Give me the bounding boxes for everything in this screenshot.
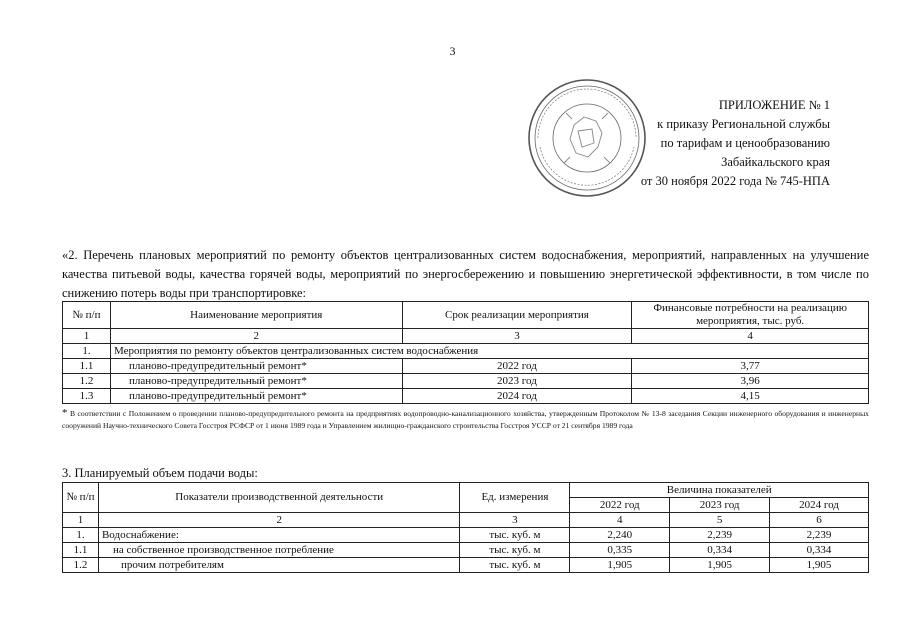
water-supply-table <box>62 482 869 573</box>
section2-title: «2. Перечень плановых мероприятий по ремонту объектов централизованных систем водоснабжения, мероприятий, направленных на улучшение качества питьевой воды, качества горячей воды, мероприятий по энергосбережению и повышению энергетической эффективности, в том числе по снижению потерь воды при транспортировке: <box>62 248 869 300</box>
table-row-group <box>63 344 869 359</box>
row-amount: 3,96 <box>632 374 869 389</box>
appendix-title: ПРИЛОЖЕНИЕ № 1 <box>718 98 830 112</box>
row-value-2022: 0,335 <box>570 543 670 558</box>
header-name: Наименование мероприятия <box>110 302 402 329</box>
row-num: 1.1 <box>63 359 111 374</box>
appendix-order-line: к приказу Региональной службы <box>657 117 830 131</box>
header-amount: Финансовые потребности на реализацию мероприятия, тыс. руб. <box>632 302 869 329</box>
repair-measures-table <box>62 301 869 404</box>
row-amount: 4,15 <box>632 389 869 404</box>
row-num: 1.1 <box>63 543 99 558</box>
column-number-row <box>63 513 869 528</box>
table-row <box>63 359 869 374</box>
row-name: на собственное производственное потребление <box>98 543 460 558</box>
row-name: планово-предупредительный ремонт* <box>110 374 402 389</box>
row-value-2024: 0,334 <box>770 543 869 558</box>
col-number: 5 <box>670 513 770 528</box>
header-year-2022: 2022 год <box>570 498 670 513</box>
row-value-2023: 2,239 <box>670 528 770 543</box>
row-term: 2023 год <box>402 374 632 389</box>
table-row <box>63 543 869 558</box>
header-year-2023: 2023 год <box>670 498 770 513</box>
table-header-row <box>63 302 869 329</box>
col-number: 6 <box>770 513 869 528</box>
header-unit: Ед. измерения <box>460 483 570 513</box>
appendix-date-line: от 30 ноября 2022 года № 745-НПА <box>640 174 830 188</box>
row-value-2022: 2,240 <box>570 528 670 543</box>
row-value-2023: 1,905 <box>670 558 770 573</box>
appendix-region-line: Забайкальского края <box>721 155 830 169</box>
row-value-2022: 1,905 <box>570 558 670 573</box>
row-num: 1.3 <box>63 389 111 404</box>
header-num: № п/п <box>63 483 99 513</box>
row-unit: тыс. куб. м <box>460 528 570 543</box>
row-num: 1.2 <box>63 558 99 573</box>
row-term: 2022 год <box>402 359 632 374</box>
row-unit: тыс. куб. м <box>460 543 570 558</box>
header-values: Величина показателей <box>570 483 869 498</box>
row-name: планово-предупредительный ремонт* <box>110 389 402 404</box>
row-value-2024: 2,239 <box>770 528 869 543</box>
header-num: № п/п <box>63 302 111 329</box>
footnote-text: В соответствии с Положением о проведении планово-предупредительного ремонта на предприятиях водопроводно-канализационного хозяйства, утвержденным Протоколом № 13-8 заседания Секции инженерного оборудования и инженерных сооружений Научно-технического Совета Госстроя РСФСР от 1 июня 1989 года и Управлением жилищно-гражданского строительства Госстроя УССР от 21 сентября 1989 года <box>62 409 869 430</box>
appendix-block <box>560 96 830 191</box>
page-number: 3 <box>449 44 456 58</box>
row-num: 1. <box>63 528 99 543</box>
col-number: 4 <box>632 329 869 344</box>
table-row <box>63 374 869 389</box>
col-number: 2 <box>98 513 460 528</box>
table-row <box>63 528 869 543</box>
col-number: 2 <box>110 329 402 344</box>
group-name: Мероприятия по ремонту объектов централизованных систем водоснабжения <box>110 344 868 359</box>
col-number: 4 <box>570 513 670 528</box>
row-name: прочим потребителям <box>98 558 460 573</box>
col-number: 3 <box>402 329 632 344</box>
table-header-row <box>63 483 869 498</box>
row-num: 1.2 <box>63 374 111 389</box>
table-row <box>63 389 869 404</box>
footnote <box>62 407 869 432</box>
row-value-2024: 1,905 <box>770 558 869 573</box>
col-number: 1 <box>63 513 99 528</box>
section3-title: 3. Планируемый объем подачи воды: <box>62 466 258 480</box>
col-number: 1 <box>63 329 111 344</box>
appendix-service-line: по тарифам и ценообразованию <box>660 136 830 150</box>
table-row <box>63 558 869 573</box>
row-unit: тыс. куб. м <box>460 558 570 573</box>
row-value-2023: 0,334 <box>670 543 770 558</box>
header-indicator: Показатели производственной деятельности <box>98 483 460 513</box>
row-term: 2024 год <box>402 389 632 404</box>
row-name: Водоснабжение: <box>98 528 460 543</box>
column-number-row <box>63 329 869 344</box>
header-term: Срок реализации мероприятия <box>402 302 632 329</box>
header-year-2024: 2024 год <box>770 498 869 513</box>
row-name: планово-предупредительный ремонт* <box>110 359 402 374</box>
row-num: 1. <box>63 344 111 359</box>
row-amount: 3,77 <box>632 359 869 374</box>
footnote-mark: * <box>62 407 68 419</box>
col-number: 3 <box>460 513 570 528</box>
